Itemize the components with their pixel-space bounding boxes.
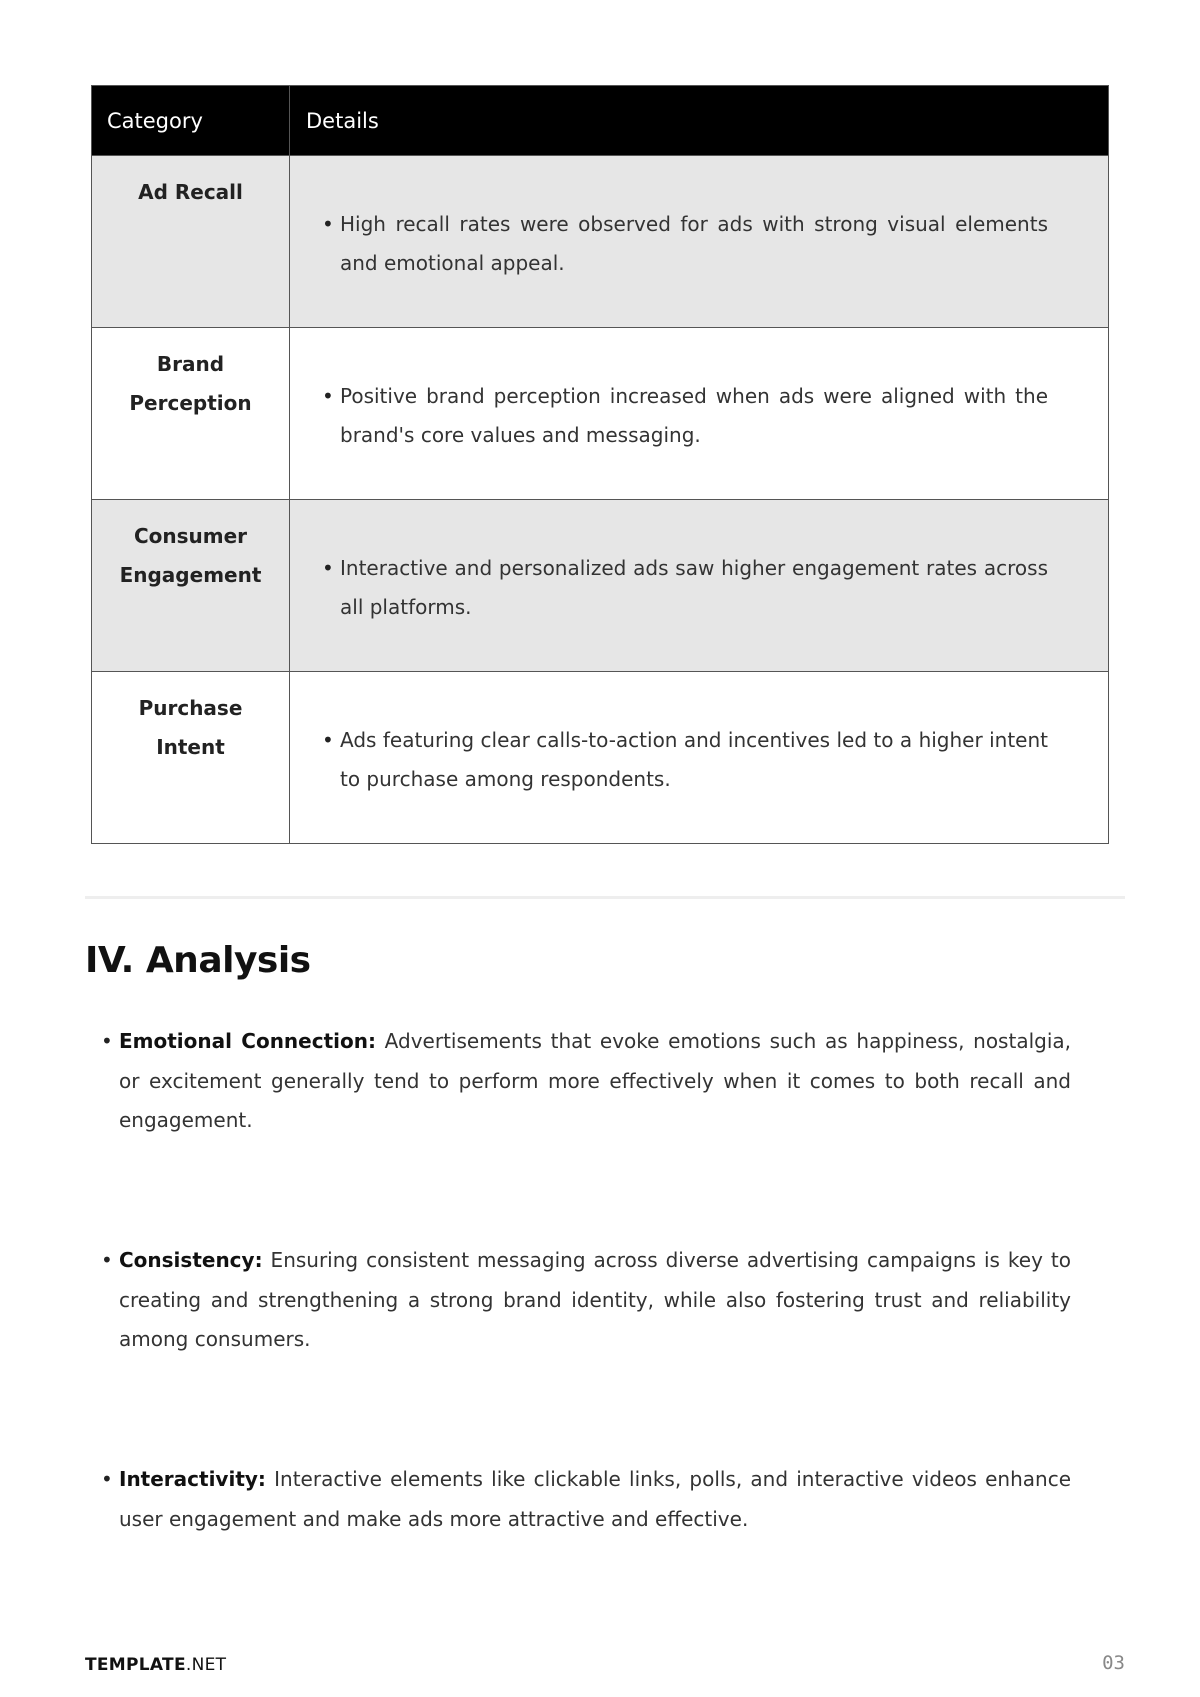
table-cell-details (290, 156, 1109, 328)
analysis-text: Ensuring consistent messaging across diverse advertising campaigns is key to creating and strengthening a strong brand identity, while also fostering trust and reliability among consumers. (119, 1248, 1071, 1351)
footer-brand-light: .NET (185, 1655, 227, 1675)
table-header-row (92, 86, 1109, 156)
analysis-term: Interactivity: (119, 1467, 266, 1491)
footer-brand-logo (85, 1655, 226, 1675)
analysis-item (101, 1460, 1071, 1539)
table-cell-details (290, 500, 1109, 672)
section-divider (85, 896, 1125, 899)
detail-bullet: • High recall rates were observed for ads with strong visual elements and emotional appeal. (322, 205, 1048, 283)
analysis-item (101, 1022, 1071, 1141)
table-cell-category: Brand Perception (92, 328, 290, 500)
detail-bullet: • Interactive and personalized ads saw higher engagement rates across all platforms. (322, 549, 1048, 627)
table-row (92, 328, 1109, 500)
section-title: IV. Analysis (85, 940, 311, 981)
table-cell-category: Consumer Engagement (92, 500, 290, 672)
detail-bullet: • Positive brand perception increased when ads were aligned with the brand's core values and messaging. (322, 377, 1048, 455)
table-header-details: Details (290, 86, 1109, 156)
table-cell-details (290, 672, 1109, 844)
findings-table (91, 85, 1109, 844)
detail-bullet: • Ads featuring clear calls-to-action and incentives led to a higher intent to purchase among respondents. (322, 721, 1048, 799)
page-number: 03 (1102, 1652, 1125, 1674)
analysis-text: Advertisements that evoke emotions such as happiness, nostalgia, or excitement generally tend to perform more effectively when it comes to both recall and engagement. (119, 1029, 1071, 1132)
table-row (92, 156, 1109, 328)
table-cell-details (290, 328, 1109, 500)
table-header-category: Category (92, 86, 290, 156)
analysis-text: Interactive elements like clickable links, polls, and interactive videos enhance user engagement and make ads more attractive and effective. (119, 1467, 1071, 1531)
analysis-term: Consistency: (119, 1248, 263, 1272)
table-cell-category: Ad Recall (92, 156, 290, 328)
table-row (92, 500, 1109, 672)
analysis-term: Emotional Connection: (119, 1029, 376, 1053)
analysis-item (101, 1241, 1071, 1360)
footer-brand-bold: TEMPLATE (85, 1655, 186, 1675)
table-row (92, 672, 1109, 844)
table-cell-category: Purchase Intent (92, 672, 290, 844)
